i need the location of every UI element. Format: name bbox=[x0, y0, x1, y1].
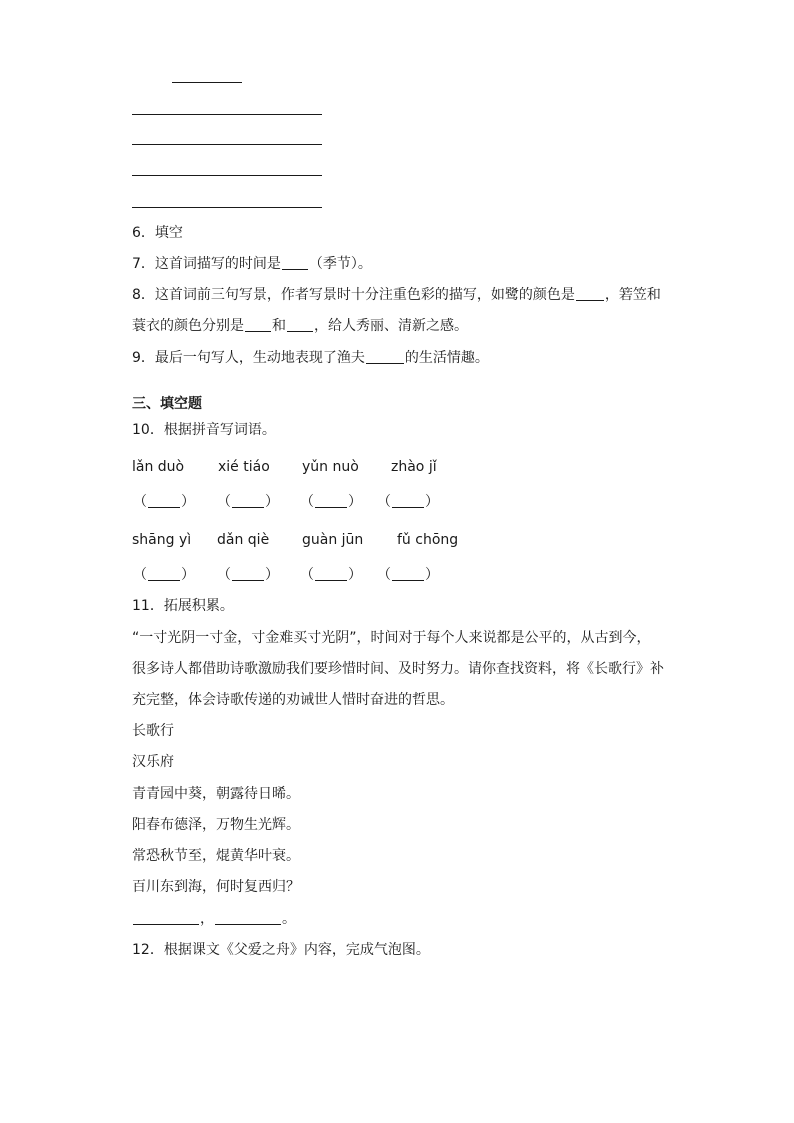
answer-blank[interactable] bbox=[392, 566, 424, 581]
q9-text: 的生活情趣。 bbox=[404, 350, 489, 366]
paren-close: ） bbox=[348, 494, 362, 510]
pinyin-item: guàn jūn bbox=[302, 532, 364, 548]
answer-paren[interactable] bbox=[377, 493, 439, 511]
q7-text: 7．这首词描写的时间是 bbox=[132, 256, 281, 272]
poem-line: 常恐秋节至，焜黄华叶衰。 bbox=[132, 848, 300, 864]
q11-paragraph-line: 很多诗人都借助诗歌激励我们要珍惜时间、及时努力。请你查找资料，将《长歌行》补 bbox=[132, 661, 664, 677]
answer-blank[interactable] bbox=[148, 566, 180, 581]
question-6 bbox=[132, 224, 183, 242]
poem-line: 百川东到海，何时复西归？ bbox=[132, 879, 300, 895]
q6-text: 6．填空 bbox=[132, 225, 183, 241]
poem-author: 汉乐府 bbox=[132, 754, 174, 770]
paren-open: （ bbox=[300, 567, 314, 583]
q8-hat-color-blank[interactable] bbox=[245, 317, 271, 332]
paren-close: ） bbox=[425, 494, 439, 510]
paren-close: ） bbox=[181, 567, 195, 583]
answer-paren[interactable] bbox=[377, 566, 439, 584]
q11-paragraph-line: 充完整，体会诗歌传递的劝诫世人惜时奋进的哲思。 bbox=[132, 692, 454, 708]
answer-paren[interactable] bbox=[217, 566, 279, 584]
poem-title: 长歌行 bbox=[132, 723, 174, 739]
q8-egret-color-blank[interactable] bbox=[576, 286, 604, 301]
answer-blank[interactable] bbox=[315, 566, 347, 581]
question-9 bbox=[132, 349, 489, 367]
paren-close: ） bbox=[265, 494, 279, 510]
paren-close: ） bbox=[425, 567, 439, 583]
answer-paren[interactable] bbox=[133, 566, 195, 584]
section-title: 三、填空题 bbox=[132, 396, 202, 412]
answer-line[interactable] bbox=[172, 82, 242, 83]
answer-paren[interactable] bbox=[300, 566, 362, 584]
poem-line: 青青园中葵，朝露待日晞。 bbox=[132, 786, 300, 802]
pinyin-item: shāng yì bbox=[132, 532, 192, 548]
q8-text: 蓑衣的颜色分别是 bbox=[132, 318, 244, 334]
answer-blank[interactable] bbox=[232, 566, 264, 581]
answer-line[interactable] bbox=[132, 175, 322, 176]
question-12: 12．根据课文《父爱之舟》内容，完成气泡图。 bbox=[132, 942, 430, 958]
paren-open: （ bbox=[300, 494, 314, 510]
poem-blank-1[interactable] bbox=[133, 910, 199, 925]
poem-blank-2[interactable] bbox=[215, 910, 281, 925]
q9-blank[interactable] bbox=[366, 349, 404, 364]
paren-open: （ bbox=[377, 567, 391, 583]
q8-text: ，箬笠和 bbox=[604, 287, 661, 303]
answer-paren[interactable] bbox=[217, 493, 279, 511]
question-10: 10．根据拼音写词语。 bbox=[132, 422, 276, 438]
question-11: 11．拓展积累。 bbox=[132, 598, 234, 614]
paren-close: ） bbox=[181, 494, 195, 510]
paren-open: （ bbox=[377, 494, 391, 510]
q8-text: 8．这首词前三句写景，作者写景时十分注重色彩的描写，如鹭的颜色是 bbox=[132, 287, 575, 303]
question-7 bbox=[132, 255, 372, 273]
answer-paren[interactable] bbox=[300, 493, 362, 511]
pinyin-item: xié tiáo bbox=[218, 459, 270, 475]
answer-line[interactable] bbox=[132, 207, 322, 208]
answer-paren[interactable] bbox=[133, 493, 195, 511]
q11-paragraph-line: “一寸光阴一寸金，寸金难买寸光阴”，时间对于每个人来说都是公平的，从古到今， bbox=[132, 630, 651, 646]
pinyin-item: lǎn duò bbox=[132, 459, 185, 475]
poem-fill-line bbox=[132, 910, 296, 928]
q8-text: ，给人秀丽、清新之感。 bbox=[314, 318, 468, 334]
pinyin-item: yǔn nuò bbox=[302, 459, 359, 475]
q9-text: 9．最后一句写人，生动地表现了渔夫 bbox=[132, 350, 365, 366]
q8-text: 和 bbox=[272, 318, 286, 334]
question-8-line1 bbox=[132, 286, 661, 304]
q8-cape-color-blank[interactable] bbox=[287, 317, 313, 332]
answer-line[interactable] bbox=[132, 114, 322, 115]
pinyin-item: zhào jǐ bbox=[391, 459, 437, 475]
paren-close: ） bbox=[265, 567, 279, 583]
paren-open: （ bbox=[133, 567, 147, 583]
poem-line: 阳春布德泽，万物生光辉。 bbox=[132, 817, 300, 833]
question-8-line2 bbox=[132, 317, 468, 335]
q7-suffix: （季节）。 bbox=[308, 256, 372, 272]
answer-blank[interactable] bbox=[392, 493, 424, 508]
pinyin-item: dǎn qiè bbox=[217, 532, 270, 548]
answer-blank[interactable] bbox=[232, 493, 264, 508]
poem-comma: ， bbox=[200, 911, 214, 927]
paren-open: （ bbox=[133, 494, 147, 510]
answer-line[interactable] bbox=[132, 144, 322, 145]
paren-open: （ bbox=[217, 494, 231, 510]
pinyin-item: fǔ chōng bbox=[397, 532, 459, 548]
q7-blank[interactable] bbox=[282, 255, 308, 270]
paren-close: ） bbox=[348, 567, 362, 583]
poem-period: 。 bbox=[282, 911, 296, 927]
paren-open: （ bbox=[217, 567, 231, 583]
answer-blank[interactable] bbox=[315, 493, 347, 508]
answer-blank[interactable] bbox=[148, 493, 180, 508]
